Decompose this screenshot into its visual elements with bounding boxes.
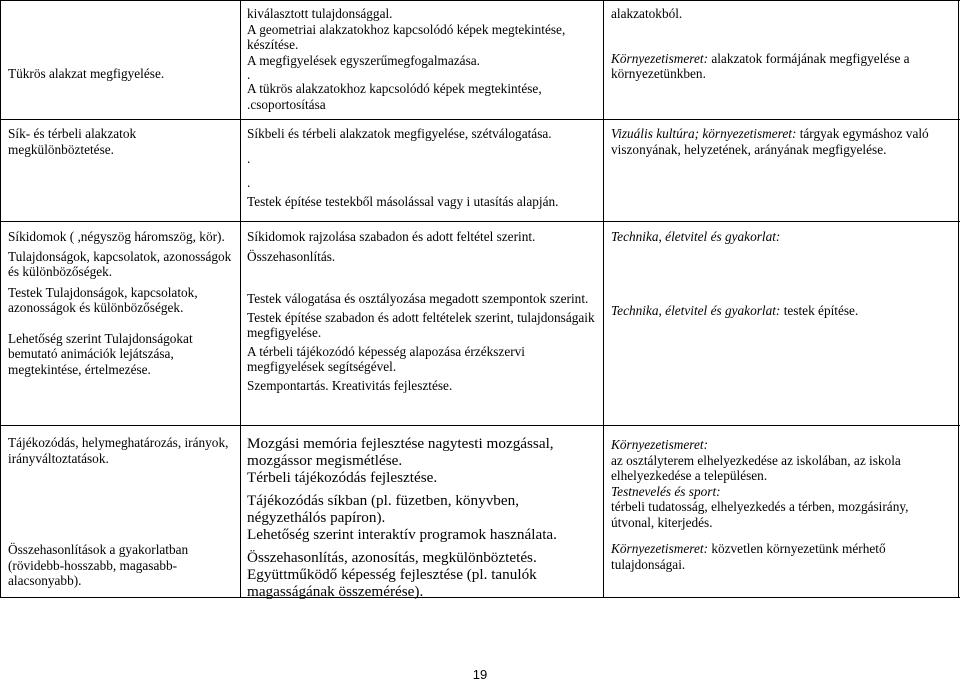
- row4-activity: Mozgási memória fejlesztése nagytesti mozgással, mozgássor megismétlése.: [247, 435, 554, 469]
- row4-activity: Tájékozódás síkban (pl. füzetben, könyvben, négyzethálós papíron).: [247, 492, 520, 526]
- row2-connections: [611, 126, 951, 157]
- table-border-top: [0, 0, 960, 1]
- row3-activities: [247, 229, 597, 393]
- row1-connection: [611, 51, 951, 82]
- row2-topic: [8, 126, 236, 157]
- row1-connection: [611, 6, 951, 22]
- connection-subject: Technika, életvitel és gyakorlat:: [611, 229, 781, 244]
- row3-topic: Testek Tulajdonságok, kapcsolatok, azonosságok és különbözőségek.: [8, 284, 198, 315]
- connection-subject: Környezetismeret:: [611, 437, 708, 452]
- connection-text: alakzatokból.: [611, 6, 683, 21]
- row2-connection: [611, 126, 951, 157]
- row3-connection: [611, 303, 951, 319]
- row2-activity: Testek építése testekből másolással vagy i utasítás alapján.: [247, 193, 559, 209]
- row4-connection: [611, 541, 951, 572]
- row1-topic: [8, 66, 236, 82]
- row4-activities: [247, 435, 597, 600]
- row4-activity: Együttműködő képesség fejlesztése (pl. tanulók magasságának összemérése).: [247, 566, 537, 600]
- row3-activity: Testek válogatása és osztályozása megadott szempontok szerint.: [247, 291, 589, 306]
- connection-subject: Technika, életvitel és gyakorlat:: [611, 302, 781, 318]
- row3-connection: [611, 229, 951, 245]
- row3-activity: Testek építése szabadon és adott feltételek szerint, tulajdonságaik megfigyelése.: [247, 309, 595, 340]
- page-number: 19: [472, 667, 488, 682]
- row1-activity: .: [247, 67, 251, 82]
- row3-activity: Síkidomok rajzolása szabadon és adott feltétel szerint.: [247, 229, 536, 244]
- row1-activity: A tükrös alakzatokhoz kapcsolódó képek megtekintése,: [247, 81, 542, 96]
- row4-connection: [611, 499, 951, 530]
- row4-connection: [611, 484, 951, 500]
- connection-text: tárgyak egymáshoz való viszonyának, helyzetének, arányának megfigyelése.: [611, 126, 929, 157]
- row4-topics: [8, 435, 236, 589]
- row4-connections: [611, 437, 951, 572]
- connection-subject: Vizuális kultúra; környezetismeret:: [611, 126, 797, 141]
- connection-subject: Testnevelés és sport:: [611, 483, 721, 499]
- row4-connection: [611, 437, 951, 453]
- row-divider-2: [0, 221, 960, 222]
- row3-activity: A térbeli tájékozódó képesség alapozása érzékszervi megfigyelések segítségével.: [247, 343, 525, 374]
- row4-connection: [611, 453, 951, 484]
- row3-activity: Összehasonlítás.: [247, 248, 336, 264]
- table-border-right: [958, 0, 959, 598]
- connection-subject: Környezetismeret:: [611, 541, 708, 556]
- row4-activity: Térbeli tájékozódás fejlesztése.: [247, 469, 438, 486]
- row3-topic: Síkidomok ( ,négyszög háromszög, kör).: [8, 229, 225, 244]
- connection-text: alakzatok formájának megfigyelése a környezetünkben.: [611, 50, 910, 81]
- connection-text: térbeli tudatosság, elhelyezkedés a térben, mozgásirány, útvonal, kiterjedés.: [611, 499, 909, 530]
- row1-topic-text: Tükrös alakzat megfigyelése.: [8, 66, 165, 81]
- row1-activities: [247, 6, 597, 112]
- column-divider-1: [240, 0, 241, 598]
- row3-topic: Tulajdonságok, kapcsolatok, azonosságok és különbözőségek.: [8, 248, 232, 279]
- table-border-left: [0, 0, 1, 598]
- connection-subject: Környezetismeret:: [611, 50, 708, 66]
- row-divider-3: [0, 425, 960, 426]
- row2-activity: .: [247, 150, 251, 166]
- row2-topic-text: Sík- és térbeli alakzatok megkülönböztetése.: [8, 126, 137, 157]
- row-divider-1: [0, 119, 960, 120]
- row1-activity: A geometriai alakzatokhoz kapcsolódó képek megtekintése, készítése.: [247, 21, 566, 52]
- row1-connections: [611, 6, 951, 82]
- row2-activity: Síkbeli és térbeli alakzatok megfigyelése, szétválogatása.: [247, 126, 552, 141]
- column-divider-2: [603, 0, 604, 598]
- connection-text: közvetlen környezetünk mérhető tulajdonságai.: [611, 541, 886, 572]
- connection-text: az osztályterem elhelyezkedése az iskolában, az iskola elhelyezkedése a településen.: [611, 452, 901, 483]
- row2-activity: .: [247, 175, 251, 190]
- row4-activity: Lehetőség szerint interaktív programok használata.: [247, 526, 557, 543]
- row4-topic: Tájékozódás, helymeghatározás, irányok, irányváltoztatások.: [8, 435, 229, 466]
- connection-text: testek építése.: [780, 302, 859, 318]
- row1-activity: kiválasztott tulajdonsággal.: [247, 6, 393, 21]
- row3-connections: [611, 229, 951, 318]
- row3-topics: [8, 229, 236, 377]
- row4-topic: Összehasonlítások a gyakorlatban (rövidebb-hosszabb, magasabb-alacsonyabb).: [8, 542, 189, 588]
- row4-activity: Összehasonlítás, azonosítás, megkülönböztetés.: [247, 549, 537, 566]
- row1-activity: A megfigyelések egyszerűmegfogalmazása.: [247, 52, 480, 68]
- row1-activity: .csoportosítása: [247, 96, 326, 112]
- row3-activity: Szempontartás. Kreativitás fejlesztése.: [247, 377, 453, 393]
- row3-topic: Lehetőség szerint Tulajdonságokat bemutató animációk lejátszása, megtekintése, értelmezése.: [8, 330, 193, 377]
- row2-activities: [247, 126, 597, 209]
